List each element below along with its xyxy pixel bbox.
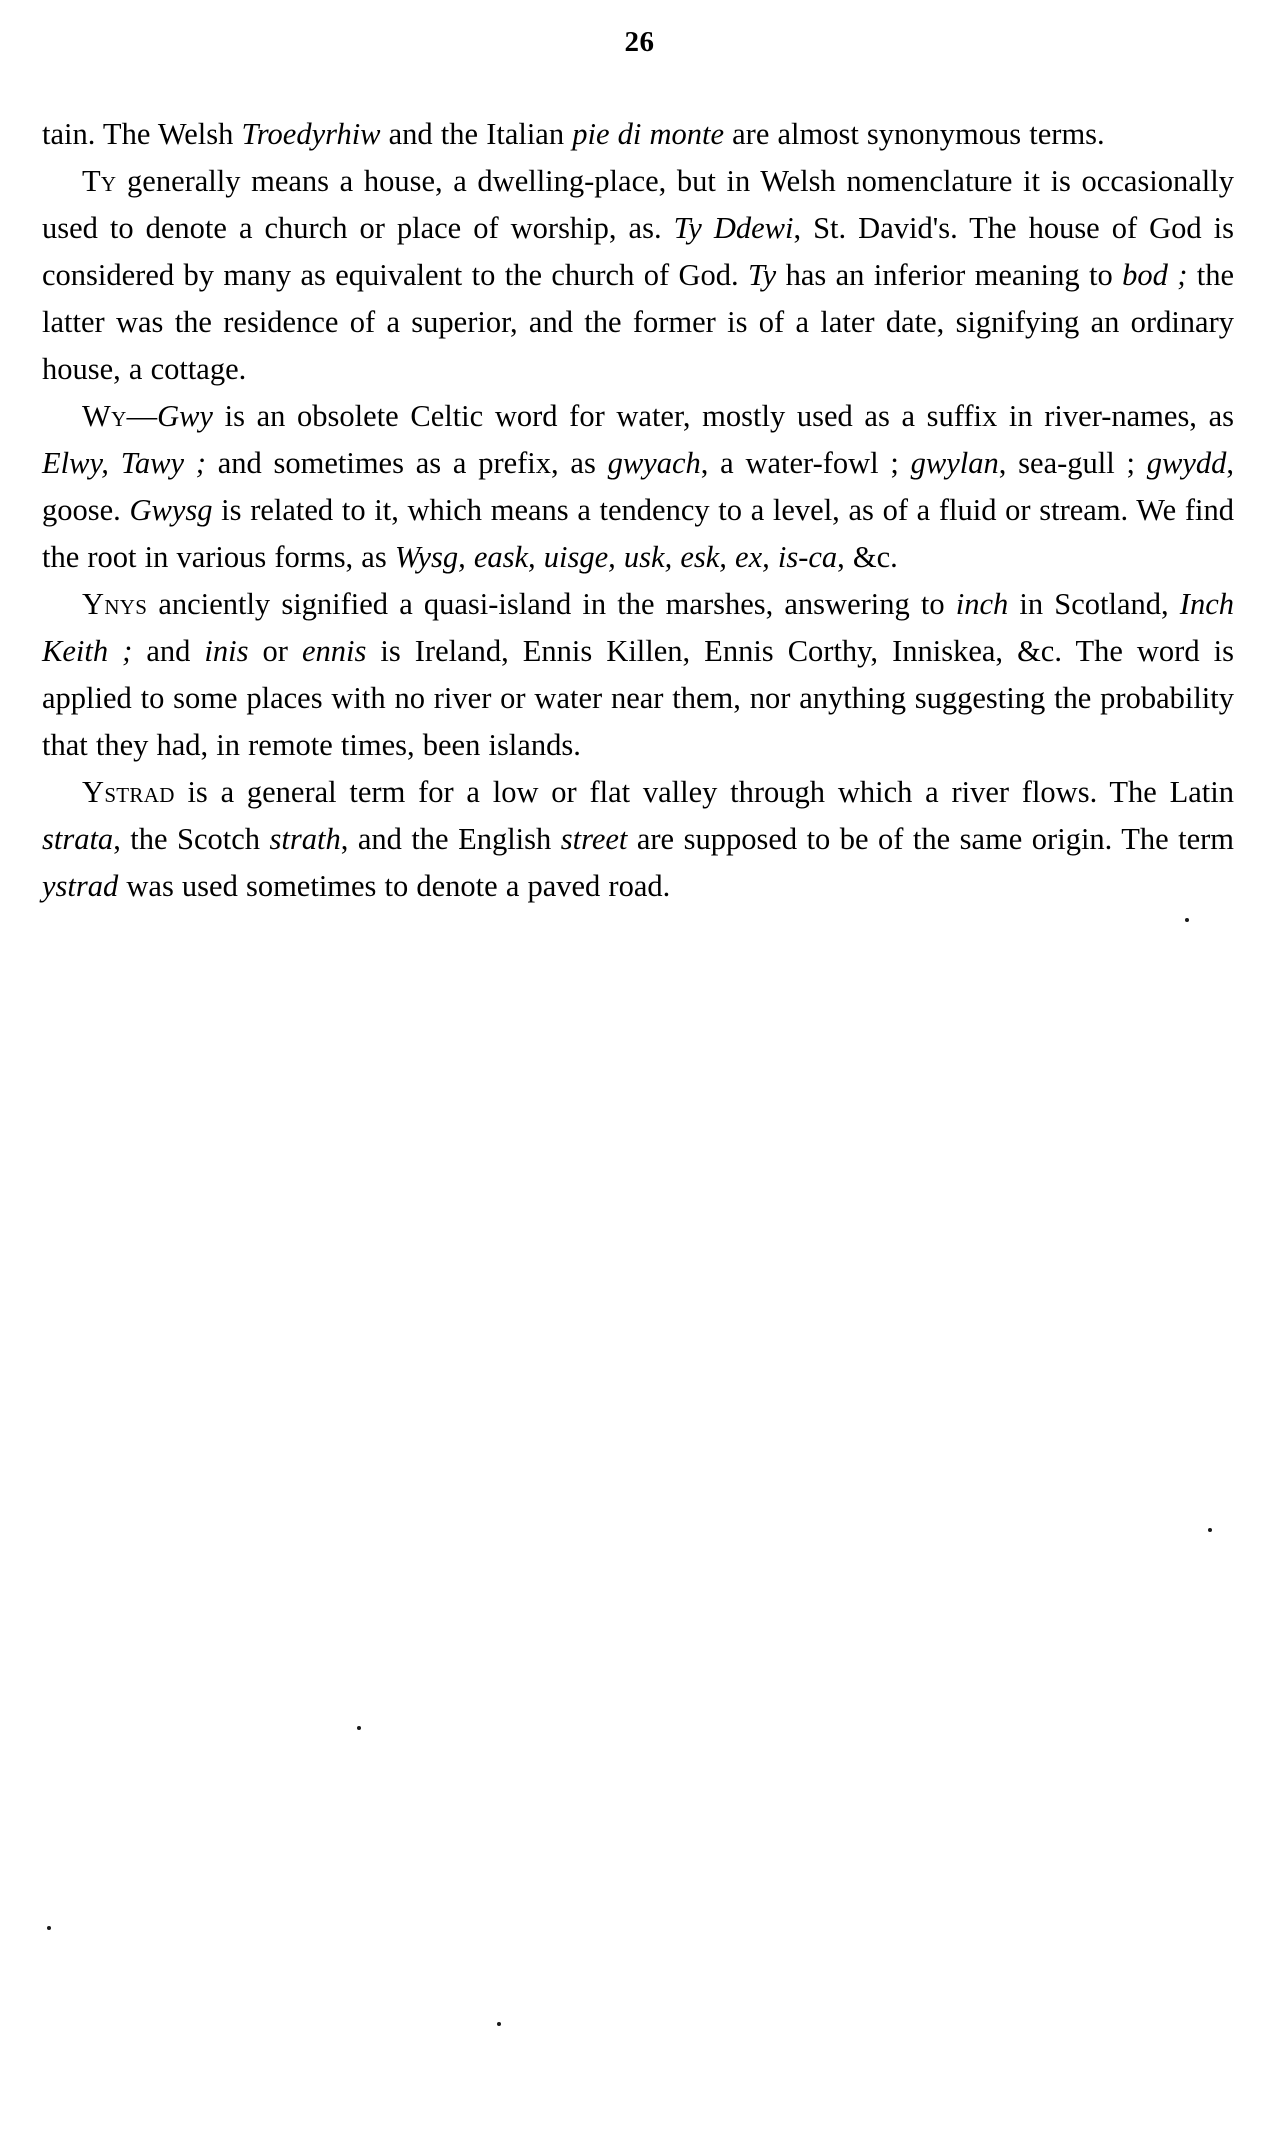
headword: Ynys <box>82 587 148 621</box>
text-run: , goose. <box>42 446 1234 527</box>
text-run: — <box>126 399 158 433</box>
text-run: inis <box>204 634 249 668</box>
text-run: anciently signified a quasi-island in the marshes, answering to <box>147 587 956 621</box>
text-run: , the Scotch <box>113 822 270 856</box>
text-run: Ty <box>747 258 777 292</box>
scan-artifact-dot <box>1185 918 1189 922</box>
text-run: strata <box>42 822 114 856</box>
text-run: the latter was the residence of a superior, and the former is of a later date, signifying an ordinary house, a cottage. <box>42 258 1234 386</box>
text-run: or <box>248 634 302 668</box>
text-run: Elwy, Tawy ; <box>42 446 206 480</box>
text-run: Ty Ddewi <box>673 211 794 245</box>
text-run: Inch Keith ; <box>42 587 1234 668</box>
text-run: , St. David's. The house of God is considered by many as equivalent to the church of God. <box>42 211 1235 292</box>
text-run: gwyach <box>607 446 701 480</box>
text-run: Troedyrhiw <box>241 117 381 151</box>
text-run: is related to it, which means a tendency to a level, as of a fluid or stream. We find the root in various forms, as <box>42 493 1234 574</box>
para-ynys <box>42 581 1234 769</box>
text-run: is Ireland, Ennis Killen, Ennis Corthy, Inniskea, &c. The word is applied to some places with no river or water near them, nor anything suggesting the probability that they had, in remote times, been islands. <box>42 634 1234 762</box>
text-run: , a water-fowl ; <box>700 446 911 480</box>
scan-artifact-dot <box>357 1726 361 1730</box>
text-run: in Scotland, <box>1008 587 1180 621</box>
text-run: generally means a house, a dwelling-place, but in Welsh nomenclature it is occasionally used to denote a church or place of worship, as <box>42 164 1234 245</box>
text-run: bod ; <box>1122 258 1188 292</box>
scan-artifact-dot <box>497 2022 501 2026</box>
text-run: pie di monte <box>572 117 724 151</box>
text-run: are almost synonymous terms. <box>724 117 1105 151</box>
text-run: ystrad <box>42 869 119 903</box>
text-run: Gwysg <box>129 493 213 527</box>
scan-artifact-dot <box>47 1926 51 1930</box>
para-ty <box>42 158 1234 393</box>
text-run: and the Italian <box>380 117 573 151</box>
text-run: gwylan <box>910 446 999 480</box>
text-run: , and the English <box>340 822 561 856</box>
text-run: ennis <box>301 634 367 668</box>
para-ystrad <box>42 769 1234 910</box>
text-run: and <box>132 634 205 668</box>
text-run: . <box>653 211 674 245</box>
text-run: strath <box>269 822 341 856</box>
text-run: has an inferior meaning to <box>776 258 1123 292</box>
text-run: Wysg, eask, uisge, usk, esk, ex, is-ca <box>394 540 838 574</box>
para-troedyrhiw <box>42 111 1234 158</box>
text-run: , sea-gull ; <box>998 446 1147 480</box>
text-run: are supposed to be of the same origin. The term <box>627 822 1235 856</box>
text-run: Gwy <box>157 399 213 433</box>
scan-artifact-dot <box>1208 1528 1212 1532</box>
text-run: is a general term for a low or flat valley through which a river flows. The Latin <box>174 775 1234 809</box>
para-wy <box>42 393 1234 581</box>
headword: Ty <box>82 164 117 198</box>
text-run: was used sometimes to denote a paved road. <box>118 869 671 903</box>
text-run: , &c. <box>837 540 898 574</box>
page-number: 26 <box>624 26 655 58</box>
text-run: inch <box>955 587 1009 621</box>
headword: Ystrad <box>82 775 175 809</box>
headword: Wy <box>82 399 127 433</box>
text-run: is an obsolete Celtic word for water, mostly used as a suffix in river-names, as <box>212 399 1234 433</box>
text-run: and sometimes as a prefix, as <box>205 446 608 480</box>
text-run: street <box>560 822 628 856</box>
text-run: tain. The Welsh <box>42 117 242 151</box>
text-run: gwydd <box>1146 446 1227 480</box>
page-body <box>42 111 1234 910</box>
